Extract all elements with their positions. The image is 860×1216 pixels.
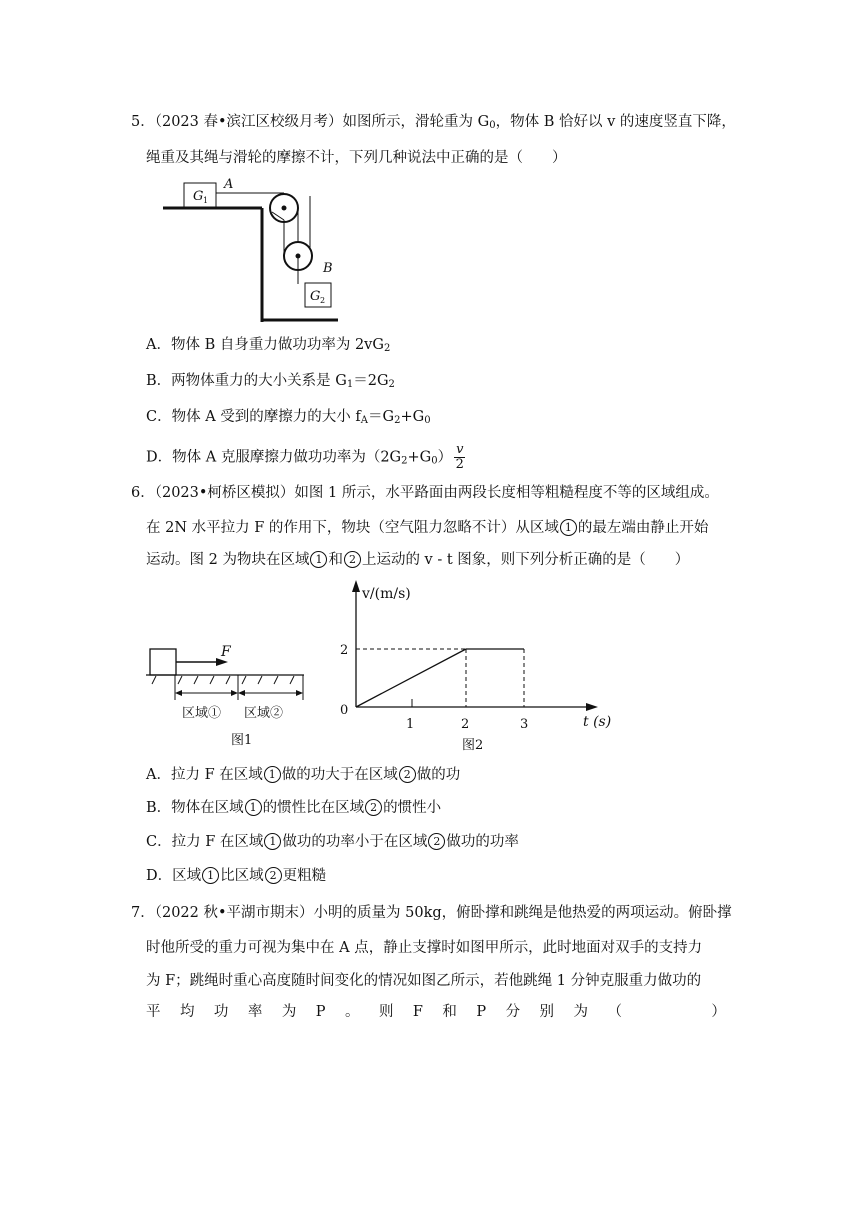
x-tick-2: 2 xyxy=(461,717,470,732)
svg-text:区域①: 区域① xyxy=(182,706,222,721)
q6-option-c[interactable]: C．拉力 F 在区域 1 做功的功率小于在区域 2 做功的功率 xyxy=(146,834,519,850)
q7-stem-line1: 7．（2022 秋•平湖市期末）小明的质量为 50kg，俯卧撑和跳绳是他热爱的两项运动。俯卧撑 xyxy=(131,905,732,921)
svg-text:B: B xyxy=(323,261,333,276)
q5-option-b[interactable]: B．两物体重力的大小关系是 $G_1=2G_2$ xyxy=(146,373,395,390)
svg-text:A: A xyxy=(224,177,234,192)
v-over-2-fraction: $\frac{v}{2}$ xyxy=(455,442,464,472)
x-tick-3: 3 xyxy=(520,717,529,732)
q6-option-d[interactable]: D．区域 1 比区域 2 更粗糙 xyxy=(146,868,327,884)
vt-line-accelerating xyxy=(356,649,466,707)
q6-stem-line3: 运动。图 2 为物块在区域 1 和 2 上运动的 v - t 图象，则下列分析正确的是（ ） xyxy=(146,552,690,568)
svg-text:2: 2 xyxy=(320,296,326,305)
q6-option-a[interactable]: A．拉力 F 在区域 1 做的功大于在区域 2 做的功 xyxy=(146,767,461,783)
q5-option-a[interactable]: A．物体 B 自身重力做功功率为 $2vG_2$ xyxy=(146,337,391,354)
y-axis-label: v/(m/s) xyxy=(362,586,411,602)
q6-stem-line1: 6．（2023•柯桥区模拟）如图 1 所示，水平路面由两段长度相等粗糙程度不等的区域组成。 xyxy=(131,485,719,501)
x-axis-label: t (s) xyxy=(583,714,612,730)
svg-text:区域②: 区域② xyxy=(244,706,284,721)
q7-stem-line4: 平 均 功 率 为 P 。 则 F 和 P 分 别 为 （ ） xyxy=(146,1004,726,1020)
q7-stem-line3: 为 F；跳绳时重心高度随时间变化的情况如图乙所示，若他跳绳 1 分钟克服重力做功的 xyxy=(146,973,702,989)
q5-pulley-figure xyxy=(160,172,340,324)
svg-text:1: 1 xyxy=(203,196,209,205)
q5-stem-line1: 5．（2023 春•滨江区校级月考）如图所示，滑轮重为 $G_0$，物体 B 恰好以 v 的速度竖直下降， xyxy=(131,114,736,131)
svg-text:G: G xyxy=(310,289,321,304)
svg-text:G: G xyxy=(193,189,204,204)
svg-text:图1: 图1 xyxy=(231,733,253,748)
q7-stem-line2: 时他所受的重力可视为集中在 A 点，静止支撑时如图甲所示，此时地面对双手的支持力 xyxy=(146,940,703,956)
origin-label: 0 xyxy=(340,703,349,718)
q5-stem-line2: 绳重及其绳与滑轮的摩擦不计，下列几种说法中正确的是（ ） xyxy=(146,150,567,166)
q6-stem-line2: 在 2N 水平拉力 F 的作用下，物块（空气阻力忽略不计）从区域 1 的最左端由静止开始 xyxy=(146,520,709,536)
q6-figure1-block-on-road xyxy=(146,640,312,752)
x-tick-1: 1 xyxy=(406,717,415,732)
y-tick-2: 2 xyxy=(340,643,349,658)
q6-option-b[interactable]: B．物体在区域 1 的惯性比在区域 2 的惯性小 xyxy=(146,800,442,816)
q6-figure2-vt-graph xyxy=(330,578,620,754)
figure2-caption: 图2 xyxy=(462,738,484,753)
q5-option-c[interactable]: C．物体 A 受到的摩擦力的大小 $f_A=G_2+G_0$ xyxy=(146,409,431,426)
q5-option-d[interactable]: D．物体 A 克服摩擦力做功功率为$(2G_2+G_0)$ $\frac{v}{2}$ xyxy=(146,442,464,472)
svg-text:F: F xyxy=(221,644,231,660)
